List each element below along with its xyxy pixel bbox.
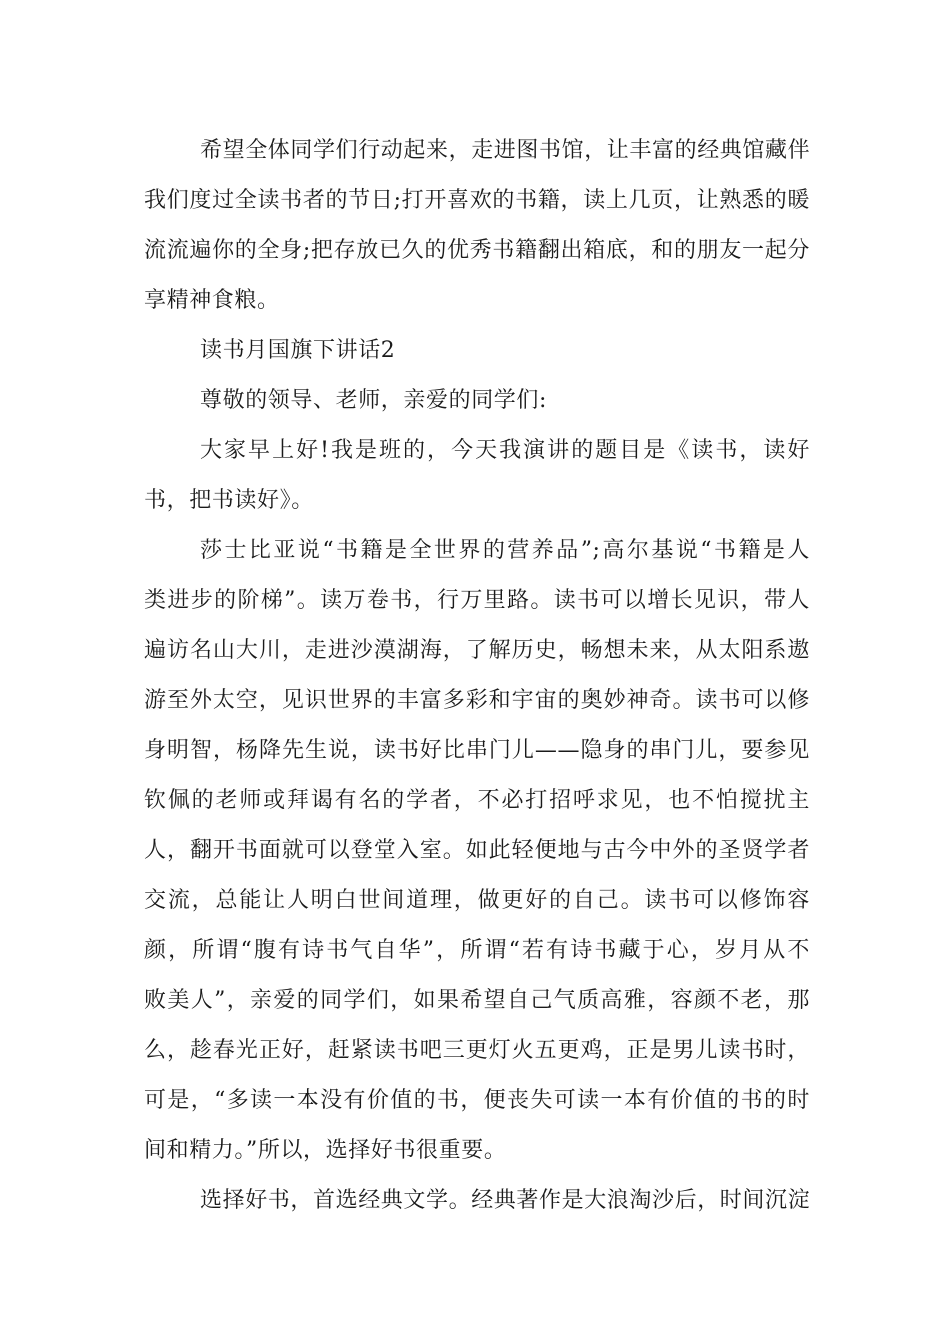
paragraph-line: 颜，所谓“腹有诗书气自华”，所谓“若有诗书藏于心，岁月从不: [144, 938, 810, 963]
paragraph-line: 遍访名山大川，走进沙漠湖海，了解历史，畅想未来，从太阳系遨: [144, 638, 810, 663]
paragraph-line: 可是，“多读一本没有价值的书，便丧失可读一本有价值的书的时: [144, 1088, 810, 1113]
paragraph-line: 类进步的阶梯”。读万卷书，行万里路。读书可以增长见识，带人: [144, 588, 810, 613]
salutation: 尊敬的领导、老师，亲爱的同学们:: [200, 388, 548, 413]
paragraph-line: 流流遍你的全身;把存放已久的优秀书籍翻出箱底，和的朋友一起分: [144, 238, 810, 263]
paragraph-line: 人，翻开书面就可以登堂入室。如此轻便地与古今中外的圣贤学者: [144, 838, 810, 863]
paragraph-line: 希望全体同学们行动起来，走进图书馆，让丰富的经典馆藏伴: [200, 138, 811, 163]
paragraph-line: 享精神食粮。: [144, 288, 280, 313]
paragraph-line: 选择好书，首选经典文学。经典著作是大浪淘沙后，时间沉淀: [200, 1188, 811, 1213]
paragraph-line: 间和精力。”所以，选择好书很重要。: [144, 1138, 507, 1163]
paragraph-line: 身明智，杨降先生说，读书好比串门儿——隐身的串门儿，要参见: [144, 738, 810, 763]
paragraph-line: 莎士比亚说“书籍是全世界的营养品”;高尔基说“书籍是人: [200, 538, 810, 563]
paragraph-line: 大家早上好!我是班的，今天我演讲的题目是《读书，读好: [200, 438, 810, 463]
paragraph-line: 钦佩的老师或拜谒有名的学者，不必打招呼求见，也不怕搅扰主: [144, 788, 810, 813]
paragraph-line: 游至外太空，见识世界的丰富多彩和宇宙的奥妙神奇。读书可以修: [144, 688, 810, 713]
section-heading: 读书月国旗下讲话2: [200, 338, 396, 363]
paragraph-line: 么，趁春光正好，赶紧读书吧三更灯火五更鸡，正是男儿读书时，: [144, 1038, 810, 1063]
paragraph-line: 交流，总能让人明白世间道理，做更好的自己。读书可以修饰容: [144, 888, 810, 913]
paragraph-line: 败美人”，亲爱的同学们，如果希望自己气质高雅，容颜不老，那: [144, 988, 810, 1013]
paragraph-line: 书，把书读好》。: [144, 488, 314, 513]
paragraph-line: 我们度过全读书者的节日;打开喜欢的书籍，读上几页，让熟悉的暖: [144, 188, 810, 213]
